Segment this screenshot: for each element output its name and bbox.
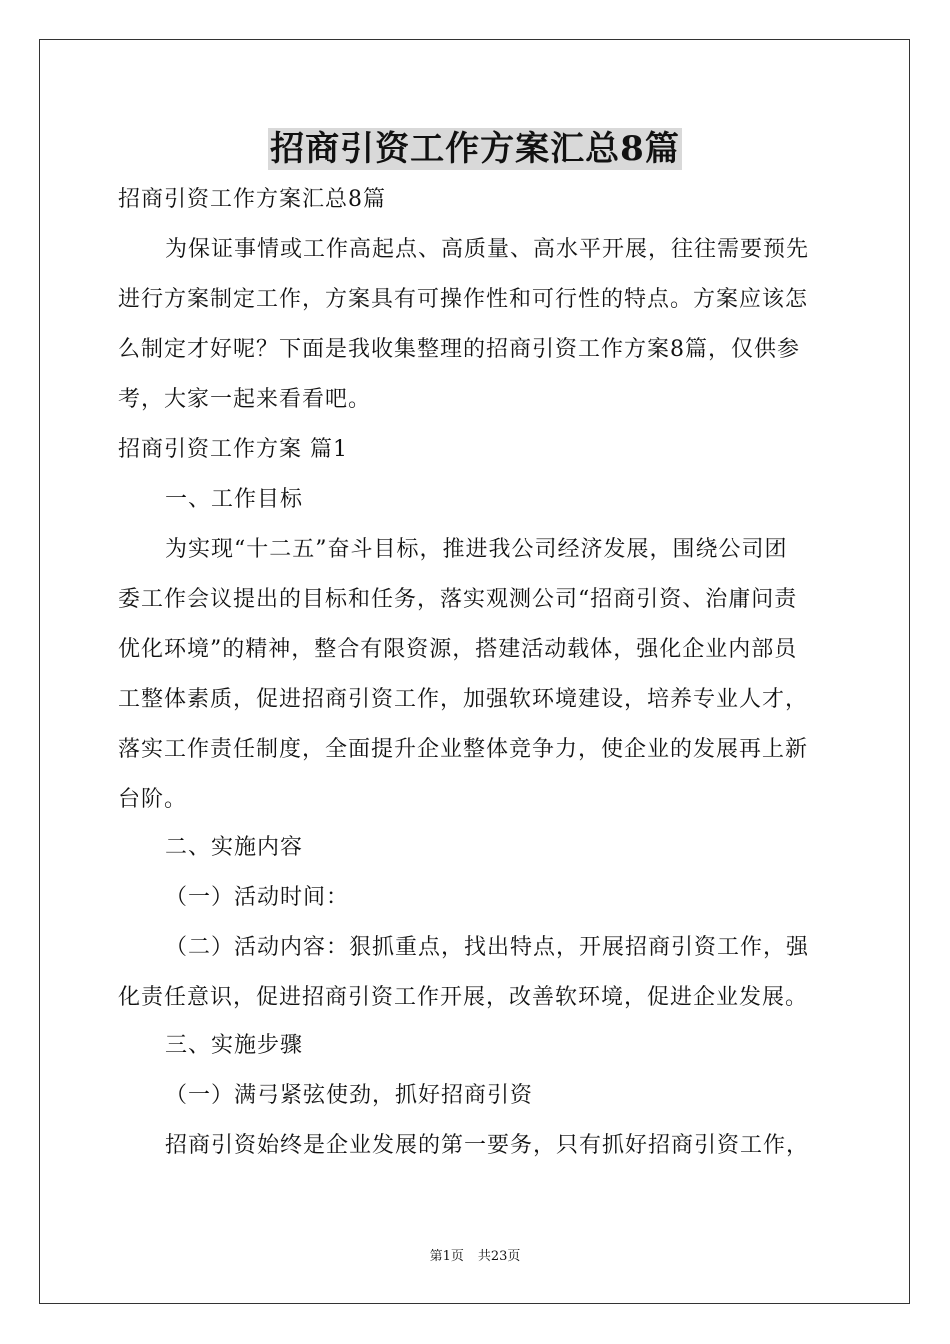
body-line: 进行方案制定工作，方案具有可操作性和可行性的特点。方案应该怎 — [118, 287, 809, 312]
document-subtitle: 招商引资工作方案汇总8篇 — [118, 187, 386, 212]
body-line: 委工作会议提出的目标和任务，落实观测公司“招商引资、治庸问责 — [118, 587, 798, 612]
body-line: （一）活动时间： — [165, 885, 350, 910]
subsection-heading: 一、工作目标 — [165, 487, 304, 512]
document-title: 招商引资工作方案汇总8篇 — [270, 129, 680, 169]
body-line: 么制定才好呢？下面是我收集整理的招商引资工作方案8篇，仅供参 — [118, 337, 800, 362]
page-footer — [0, 1248, 950, 1266]
subsection-heading: 二、实施内容 — [165, 835, 304, 860]
body-line: 招商引资始终是企业发展的第一要务，只有抓好招商引资工作， — [165, 1133, 810, 1158]
body-line: 考，大家一起来看看吧。 — [118, 387, 372, 412]
body-line: （二）活动内容：狠抓重点，找出特点，开展招商引资工作，强 — [165, 935, 810, 960]
body-line: 优化环境”的精神，整合有限资源，搭建活动载体，强化企业内部员 — [118, 637, 798, 662]
page-total: 共23页 — [477, 1249, 521, 1264]
body-line: （一）满弓紧弦使劲，抓好招商引资 — [165, 1083, 534, 1108]
page-number: 第1页 — [429, 1249, 464, 1264]
section-heading: 招商引资工作方案 篇1 — [118, 437, 348, 462]
subsection-heading: 三、实施步骤 — [165, 1033, 304, 1058]
body-line: 为保证事情或工作高起点、高质量、高水平开展，往往需要预先 — [165, 237, 810, 262]
body-line: 化责任意识，促进招商引资工作开展，改善软环境，促进企业发展。 — [118, 985, 809, 1010]
title-container — [0, 128, 950, 170]
body-line: 台阶。 — [118, 787, 188, 812]
body-line: 工整体素质，促进招商引资工作，加强软环境建设，培养专业人才， — [118, 687, 809, 712]
page-border — [39, 39, 910, 1304]
body-line: 落实工作责任制度，全面提升企业整体竞争力，使企业的发展再上新 — [118, 737, 809, 762]
body-line: 为实现“十二五”奋斗目标，推进我公司经济发展，围绕公司团 — [165, 537, 788, 562]
